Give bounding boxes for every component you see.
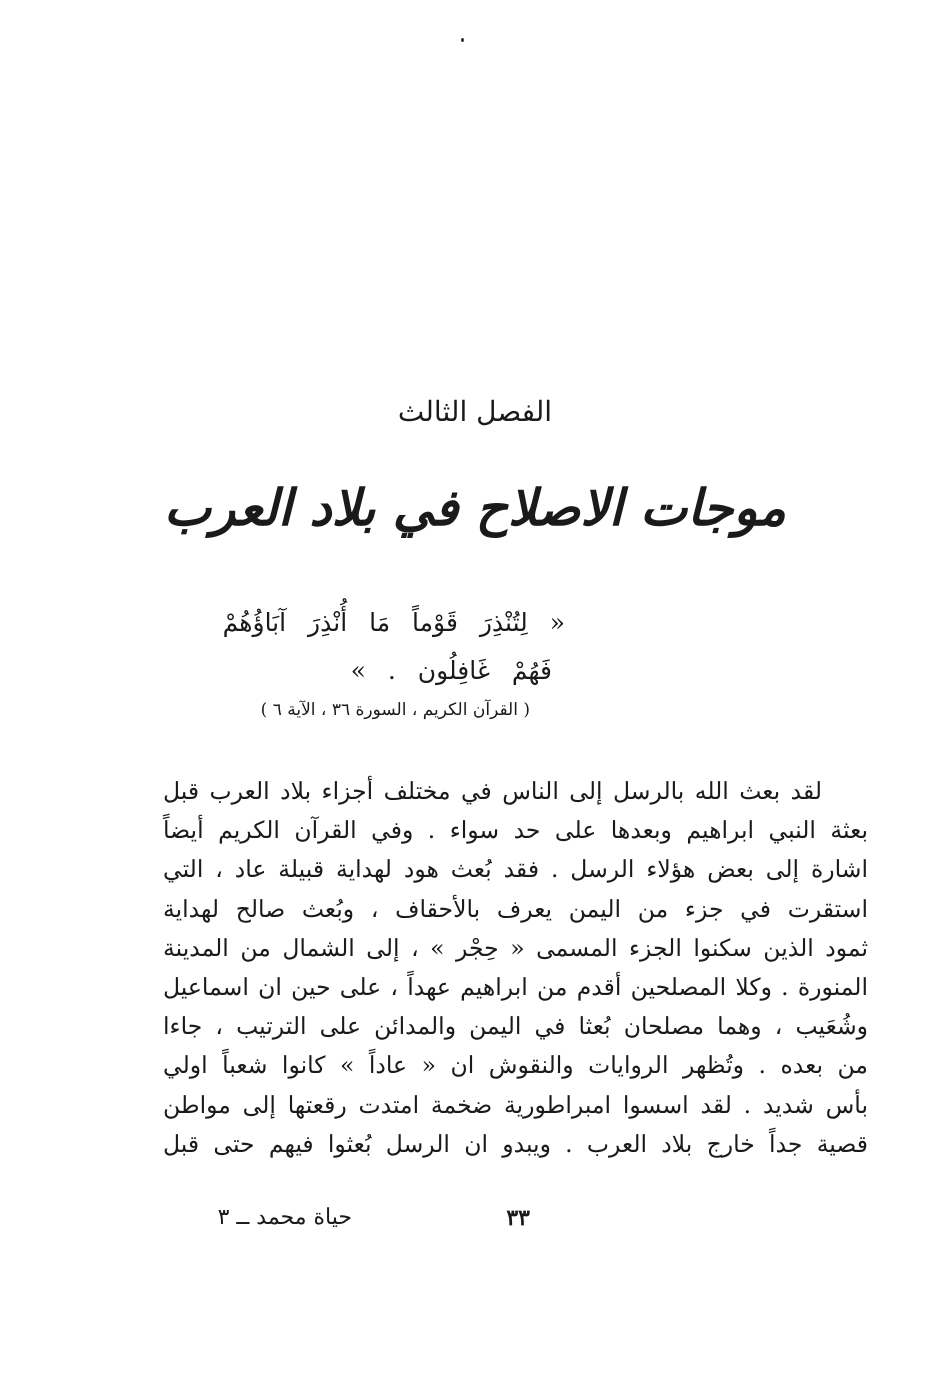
body-paragraph — [163, 772, 868, 1164]
body-line: بعثة النبي ابراهيم وبعدها على حد سواء . وفي القرآن الكريم أيضاً — [163, 816, 868, 845]
epigraph-line-1: « لِتُنْذِرَ قَوْماً مَا أُنْذِرَ آبَاؤُهُمْ — [222, 608, 565, 637]
page-number: ٣٣ — [506, 1205, 530, 1231]
body-line: اشارة إلى بعض هؤلاء الرسل . فقد بُعث هود لهداية قبيلة عاد ، التي — [163, 855, 868, 884]
epigraph-line-2: فَهُمْ غَافِلُون . » — [350, 656, 552, 685]
chapter-number: الفصل الثالث — [397, 395, 553, 428]
body-line: المنورة . وكلا المصلحين أقدم من ابراهيم عهداً ، على حين ان اسماعيل — [163, 972, 868, 1001]
body-line: قصية جداً خارج بلاد العرب . ويبدو ان الرسل بُعثوا فيهم حتى قبل — [163, 1129, 868, 1158]
body-line: وشُعَيب ، وهما مصلحان بُعثا في اليمن والمدائن على الترتيب ، جاءا — [163, 1012, 868, 1041]
epigraph-citation: ( القرآن الكريم ، السورة ٣٦ ، الآية ٦ ) — [260, 700, 530, 720]
body-line: من بعده . وتُظهر الروايات والنقوش ان « عاداً » كانوا شعباً اولي — [163, 1051, 868, 1080]
body-line: لقد بعث الله بالرسل إلى الناس في مختلف أجزاء بلاد العرب قبل — [163, 777, 822, 805]
chapter-title: موجات الاصلاح في بلاد العرب — [164, 478, 786, 537]
body-line: بأس شديد . لقد اسسوا امبراطورية ضخمة امتدت رقعتها إلى مواطن — [163, 1090, 868, 1119]
body-line: ثمود الذين سكنوا الجزء المسمى « حِجْر » ، إلى الشمال من المدينة — [163, 933, 868, 962]
body-line: استقرت في جزء من اليمن يعرف بالأحقاف ، وبُعث صالح لهداية — [163, 894, 868, 923]
running-footer-title: حياة محمد ــ ٣ — [217, 1205, 352, 1230]
ink-speck — [461, 38, 464, 42]
